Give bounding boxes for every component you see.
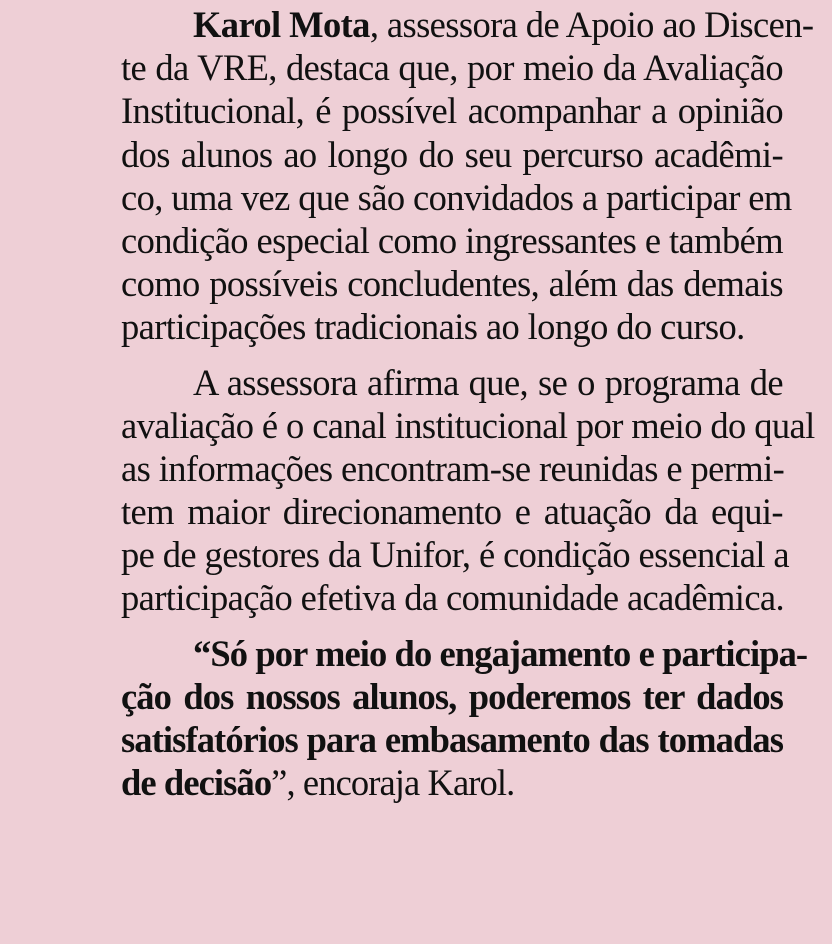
text-line: co, uma vez que são convidados a participar em	[121, 176, 792, 218]
text-line	[49, 761, 783, 804]
text-line: como possíveis concludentes, além das demais	[121, 263, 783, 305]
text-line: tem maior direcionamento e atuação da equi-	[121, 491, 783, 533]
text-line: condição especial como ingressantes e também	[121, 219, 783, 261]
text-line: participação efetiva da comunidade acadêmica.	[121, 577, 785, 619]
quote-line: “Só por meio do engajamento e participa-	[193, 632, 808, 674]
text-line	[49, 3, 814, 46]
text-line: as informações encontram-se reunidas e permi-	[121, 447, 785, 489]
text-line: Institucional, é possível acompanhar a opinião	[121, 90, 783, 132]
text-line: A assessora afirma que, se o programa de	[193, 361, 783, 403]
article-body	[49, 3, 815, 804]
text-line: participações tradicionais ao longo do curso.	[121, 306, 745, 348]
paragraph-assessora-afirma	[49, 361, 815, 620]
text-line: avaliação é o canal institucional por meio do qual	[121, 404, 815, 446]
quote-line: ção dos nossos alunos, poderemos ter dados	[121, 675, 783, 717]
text-line: dos alunos ao longo do seu percurso acadêmi-	[121, 133, 783, 175]
person-name: Karol Mota	[193, 4, 370, 45]
quote-line: satisfatórios para embasamento das tomadas	[121, 719, 783, 760]
text-line: te da VRE, destaca que, por meio da Avaliação	[121, 47, 783, 89]
text-line: pe de gestores da Unifor, é condição essencial a	[121, 534, 790, 576]
line-text: , assessora de Apoio ao Discen-	[369, 4, 814, 45]
paragraph-karol-mota-intro	[49, 3, 814, 349]
quote-end: de decisão	[121, 762, 272, 804]
attribution: ”, encoraja Karol.	[271, 762, 515, 804]
paragraph-quote	[49, 632, 808, 805]
